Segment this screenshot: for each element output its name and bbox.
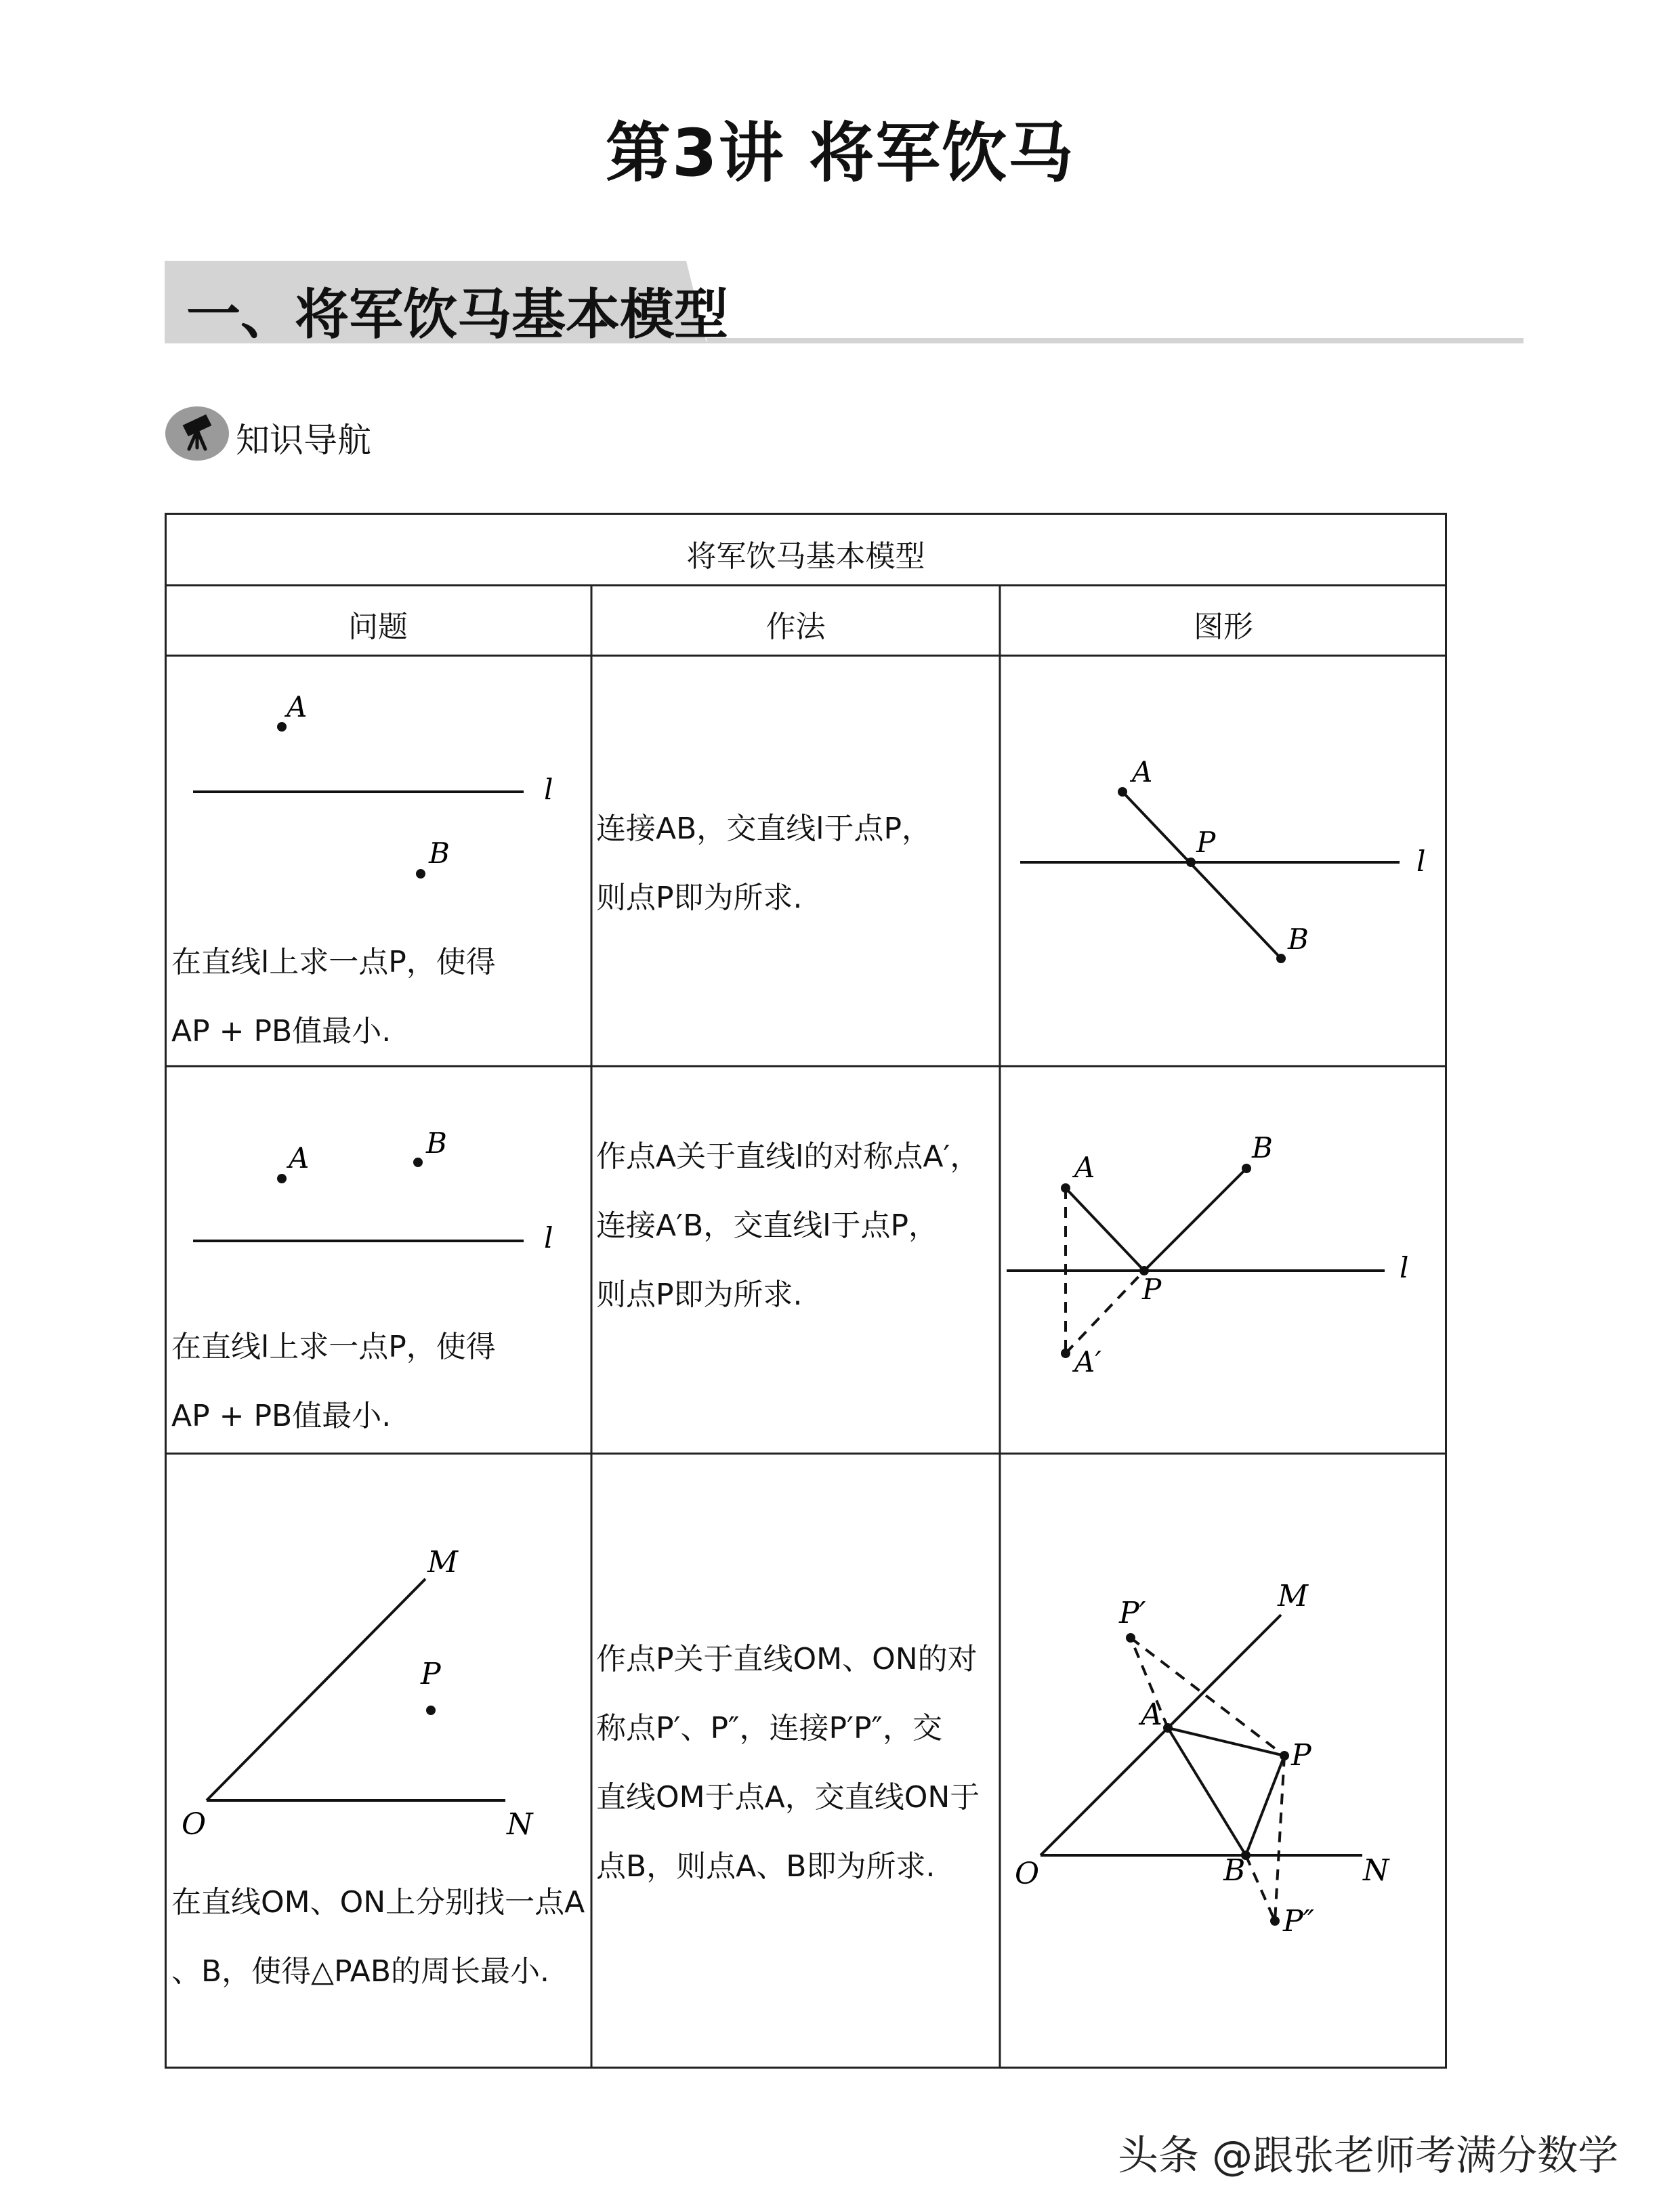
row2-fig-B: B xyxy=(1252,1131,1273,1164)
row2-fig-l: l xyxy=(1400,1251,1409,1284)
row3-fig-P1: P′ xyxy=(1119,1596,1146,1630)
row2-fig-P: P xyxy=(1142,1273,1162,1306)
row1-problem-line1: 在直线l上求一点P，使得 xyxy=(171,945,496,979)
row2-solution-figure xyxy=(1000,1066,1447,1454)
watermark: 头条 @跟张老师考满分数学 xyxy=(1118,2132,1619,2180)
row3-fig-N: N xyxy=(1363,1853,1389,1888)
row3-fig-A: A xyxy=(1141,1697,1162,1732)
row1-label-B: B xyxy=(429,837,450,870)
page-title: 第3讲 将军饮马 xyxy=(605,115,1075,191)
row1-problem-line2: AP + PB值最小. xyxy=(171,1014,392,1049)
row3-problem-line2: 、B，使得△PAB的周长最小. xyxy=(171,1954,550,1989)
row2-label-B: B xyxy=(426,1126,447,1160)
row2-method-line3: 则点P即为所求. xyxy=(596,1277,803,1312)
row1-fig-P: P xyxy=(1196,826,1216,859)
row3-label-M: M xyxy=(427,1545,459,1580)
row2-problem-line1: 在直线l上求一点P，使得 xyxy=(171,1330,496,1364)
row3-label-P: P xyxy=(421,1657,441,1691)
section-divider xyxy=(707,338,1524,343)
header-problem: 问题 xyxy=(348,610,408,644)
row1-method-line1: 连接AB，交直线l于点P， xyxy=(596,811,932,846)
row2-fig-A: A xyxy=(1074,1151,1095,1184)
row3-method-line2: 称点P′、P″，连接P′P″，交 xyxy=(596,1711,942,1746)
row2-fig-A1: A′ xyxy=(1074,1345,1101,1378)
row1-method-line2: 则点P即为所求. xyxy=(596,881,803,915)
row2-method-line2: 连接A′B，交直线l于点P， xyxy=(596,1208,939,1243)
row3-solution-figure xyxy=(1000,1454,1447,2069)
row1-solution-figure xyxy=(1000,656,1447,1066)
row1-problem-figure xyxy=(165,656,591,906)
row3-fig-P2: P″ xyxy=(1283,1904,1315,1939)
row1-fig-B: B xyxy=(1288,923,1309,956)
row2-label-A: A xyxy=(289,1141,310,1175)
section-title: 一、将军饮马基本模型 xyxy=(186,283,728,346)
row3-method-line1: 作点P关于直线OM、ON的对 xyxy=(596,1642,978,1676)
row1-label-l: l xyxy=(544,773,553,806)
telescope-icon xyxy=(165,406,230,461)
row3-fig-O: O xyxy=(1015,1857,1040,1891)
row3-label-N: N xyxy=(507,1807,533,1842)
table-title: 将军饮马基本模型 xyxy=(686,539,925,574)
row3-fig-M: M xyxy=(1278,1579,1309,1613)
row3-method-line3: 直线OM于点A，交直线ON于 xyxy=(596,1780,980,1815)
row3-fig-P: P xyxy=(1291,1738,1311,1773)
row2-method-line1: 作点A关于直线l的对称点A′， xyxy=(596,1139,980,1174)
row3-fig-B: B xyxy=(1223,1853,1246,1888)
row2-label-l: l xyxy=(544,1221,553,1254)
row1-fig-l: l xyxy=(1416,845,1426,878)
row3-problem-line1: 在直线OM、ON上分别找一点A xyxy=(171,1885,585,1920)
row3-method-line4: 点B，则点A、B即为所求. xyxy=(596,1849,936,1884)
header-method: 作法 xyxy=(765,610,826,644)
row2-problem-figure xyxy=(165,1066,591,1269)
header-figure: 图形 xyxy=(1194,610,1253,644)
row2-problem-line2: AP + PB值最小. xyxy=(171,1399,392,1433)
nav-label: 知识导航 xyxy=(236,421,371,460)
row3-problem-figure xyxy=(165,1454,591,1846)
row3-label-O: O xyxy=(182,1807,207,1842)
row1-fig-A: A xyxy=(1132,755,1153,788)
row1-label-A: A xyxy=(287,690,308,723)
